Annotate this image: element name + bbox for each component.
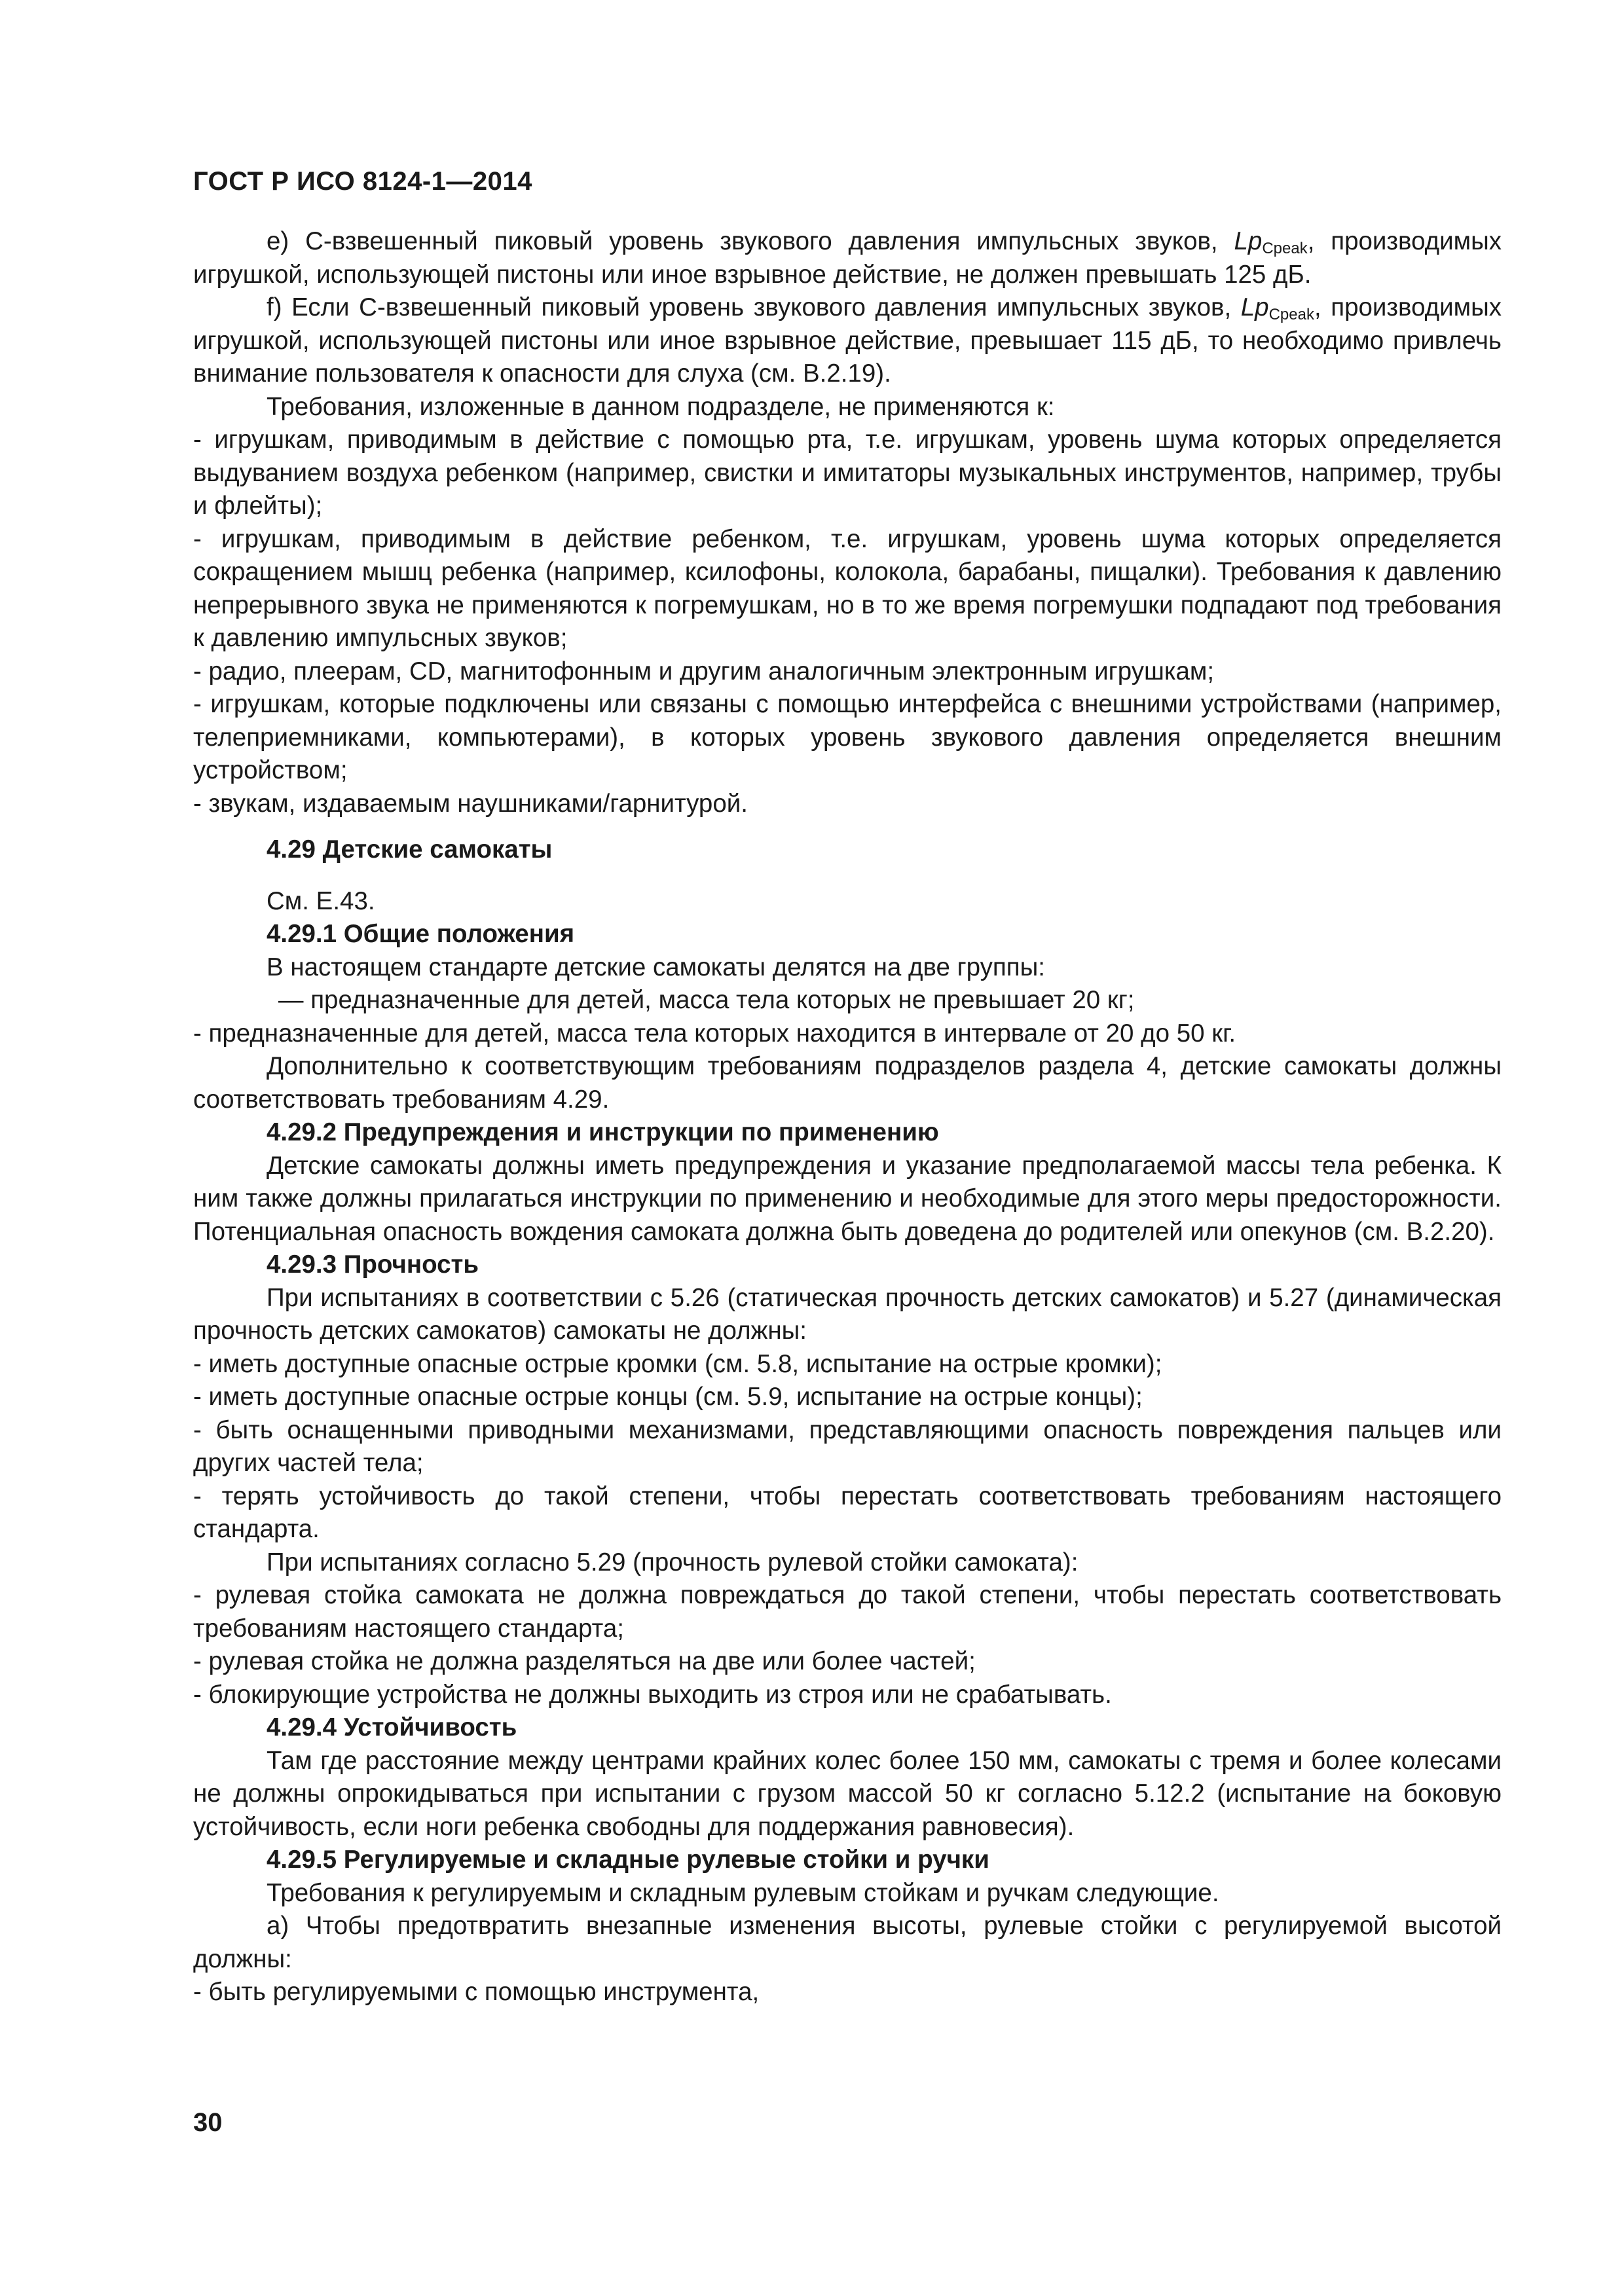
list-item: - радио, плеерам, CD, магнитофонным и другим аналогичным электронным игрушкам; — [193, 657, 1215, 685]
paragraph-steering: При испытаниях согласно 5.29 (прочность рулевой стойки самоката): — [267, 1548, 1079, 1576]
list-item: - блокирующие устройства не должны выходить из строя или не срабатывать. — [193, 1680, 1112, 1709]
list-item: - быть оснащенными приводными механизмами, представляющими опасность повреждения пальцев или других частей тела; — [193, 1415, 1502, 1477]
reference-e43: См. Е.43. — [267, 886, 375, 915]
document-body — [193, 225, 1502, 2009]
paragraph-additional: Дополнительно к соответствующим требованиям подразделов раздела 4, детские самокаты должны соответствовать требованиям 4.29. — [193, 1052, 1502, 1114]
list-item: - иметь доступные опасные острые кромки (см. 5.8, испытание на острые кромки); — [193, 1349, 1162, 1378]
paragraph-stability: Там где расстояние между центрами крайних колес более 150 мм, самокаты с тремя и более колесами не должны опрокидываться при испытании с грузом массой 50 кг согласно 5.12.2 (испытание на боковую устойчивость, если ноги ребенка свободны для поддержания равновесия). — [193, 1746, 1502, 1841]
list-item: - игрушкам, приводимым в действие ребенком, т.е. игрушкам, уровень шума которых определяется сокращением мышц ребенка (например, ксилофоны, колокола, барабаны, пищалки). Требования к давлению непрерывного звука не применяются к погремушкам, но в то же время погремушки подпадают под требования к давлению импульсных звуков; — [193, 524, 1502, 652]
list-item: - предназначенные для детей, масса тела которых находится в интервале от 20 до 50 кг. — [193, 1019, 1236, 1048]
paragraph-groups: В настоящем стандарте детские самокаты делятся на две группы: — [267, 953, 1045, 981]
paragraph-a: а) Чтобы предотвратить внезапные изменения высоты, рулевые стойки с регулируемой высотой должны: — [193, 1912, 1502, 1973]
paragraph-e: е) С-взвешенный пиковый уровень звукового давления импульсных звуков, $Lp_{Cpeak}$, производимых игрушкой, использующей пистоны или иное взрывное действие, не должен превышать 125 дБ. — [193, 227, 1502, 289]
page-number: 30 — [193, 2108, 223, 2137]
paragraph-warnings: Детские самокаты должны иметь предупреждения и указание предполагаемой массы тела ребенка. К ним также должны прилагаться инструкции по применению и необходимые для этого меры предосторожности. Потенциальная опасность вождения самоката должна быть доведена до родителей или опекунов (см. В.2.20). — [193, 1151, 1502, 1246]
paragraph-adjustable: Требования к регулируемым и складным рулевым стойкам и ручкам следующие. — [267, 1878, 1219, 1907]
symbol-subscript: Cpeak — [1262, 240, 1308, 257]
list-item: — предназначенные для детей, масса тела которых не превышает 20 кг; — [278, 986, 1135, 1014]
document-header: ГОСТ Р ИСО 8124-1—2014 — [193, 167, 532, 196]
list-item: - игрушкам, которые подключены или связаны с помощью интерфейса с внешними устройствами (например, телеприемниками, компьютерами), в которых уровень звукового давления определяется внешним устройством; — [193, 690, 1502, 784]
section-heading-4-29-4: 4.29.4 Устойчивость — [267, 1713, 517, 1741]
paragraph-f: f) Если С-взвешенный пиковый уровень звукового давления импульсных звуков, $Lp_{Cpeak}$, производимых игрушкой, использующей пистоны или иное взрывное действие, превышает 115 дБ, то необходимо привлечь внимание пользователя к опасности для слуха (см. В.2.19). — [193, 293, 1502, 388]
list-item: - рулевая стойка не должна разделяться на две или более частей; — [193, 1647, 976, 1675]
list-item: - игрушкам, приводимым в действие с помощью рта, т.е. игрушкам, уровень шума которых определяется выдуванием воздуха ребенком (например, свистки и имитаторы музыкальных инструментов, например, трубы и флейты); — [193, 426, 1502, 520]
paragraph-strength: При испытаниях в соответствии с 5.26 (статическая прочность детских самокатов) и 5.27 (динамическая прочность детских самокатов) самокаты не должны: — [193, 1283, 1502, 1345]
section-heading-4-29: 4.29 Детские самокаты — [267, 835, 553, 864]
list-item: - быть регулируемыми с помощью инструмента, — [193, 1978, 760, 2006]
list-item: - терять устойчивость до такой степени, чтобы перестать соответствовать требованиям настоящего стандарта. — [193, 1482, 1502, 1543]
section-heading-4-29-5: 4.29.5 Регулируемые и складные рулевые стойки и ручки — [267, 1846, 989, 1874]
list-item: - рулевая стойка самоката не должна повреждаться до такой степени, чтобы перестать соответствовать требованиям настоящего стандарта; — [193, 1581, 1502, 1643]
paragraph-requirements: Требования, изложенные в данном подразделе, не применяются к: — [267, 392, 1055, 421]
list-item: - иметь доступные опасные острые концы (см. 5.9, испытание на острые концы); — [193, 1383, 1143, 1411]
section-heading-4-29-2: 4.29.2 Предупреждения и инструкции по применению — [267, 1118, 939, 1146]
symbol-lp: Lp — [1240, 293, 1269, 321]
symbol-lp: Lp — [1234, 227, 1263, 255]
section-heading-4-29-1: 4.29.1 Общие положения — [267, 920, 575, 948]
symbol-subscript: Cpeak — [1268, 306, 1314, 323]
list-item: - звукам, издаваемым наушниками/гарнитурой. — [193, 789, 748, 818]
section-heading-4-29-3: 4.29.3 Прочность — [267, 1250, 479, 1279]
